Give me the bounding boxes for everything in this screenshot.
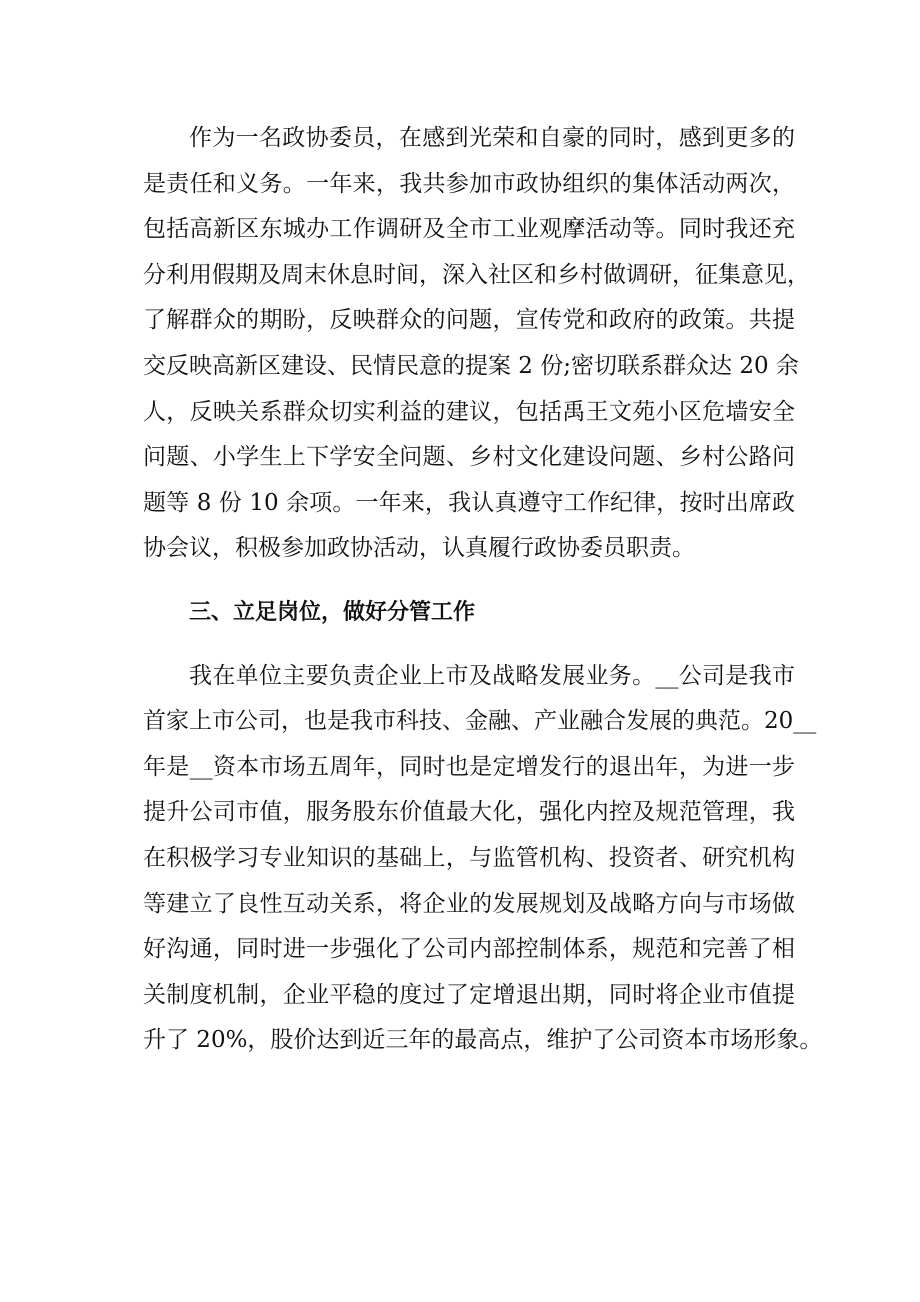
paragraph-spacer [143,572,795,590]
paragraph-line: 关制度机制，企业平稳的度过了定增退出期，同时将企业市值提 [143,981,795,1008]
paragraph-line: 包括高新区东城办工作调研及全市工业观摩活动等。同时我还充 [143,216,795,243]
paragraph-line: 等建立了良性互动关系，将企业的发展规划及战略方向与市场做 [143,890,795,917]
paragraph-line: 提升公司市值，服务股东价值最大化，强化内控及规范管理，我 [143,799,795,826]
paragraph-line: 协会议，积极参加政协活动，认真履行政协委员职责。 [143,535,695,562]
paragraph-line: 首家上市公司，也是我市科技、金融、产业融合发展的典范。20__ [143,708,817,735]
paragraph-position-work [143,654,823,1064]
paragraph-spacer [143,636,795,654]
paragraph-line: 升了 20%，股价达到近三年的最高点，维护了公司资本市场形象。 [143,1027,823,1054]
paragraph-line: 年是__资本市场五周年，同时也是定增发行的退出年，为进一步 [143,753,795,780]
paragraph-line: 在积极学习专业知识的基础上，与监管机构、投资者、研究机构 [143,844,795,871]
paragraph-line: 我在单位主要负责企业上市及战略发展业务。__公司是我市 [189,662,795,689]
paragraph-line: 题等 8 份 10 余项。一年来，我认真遵守工作纪律，按时出席政 [143,489,795,516]
document-body [143,116,823,1064]
paragraph-line: 作为一名政协委员，在感到光荣和自豪的同时，感到更多的 [189,125,795,151]
paragraph-line: 分利用假期及周末休息时间，深入社区和乡村做调研，征集意见， [143,261,810,288]
paragraph-line: 是责任和义务。一年来，我共参加市政协组织的集体活动两次， [143,170,795,197]
paragraph-line: 问题、小学生上下学安全问题、乡村文化建设问题、乡村公路问 [143,444,795,471]
paragraph-line: 交反映高新区建设、民情民意的提案 2 份;密切联系群众达 20 余 [143,352,799,379]
section-heading: 三、立足岗位，做好分管工作 [189,599,476,625]
paragraph-line: 人，反映关系群众切实利益的建议，包括禹王文苑小区危墙安全 [143,398,795,425]
paragraph-cppcc-duties [143,116,810,572]
paragraph-line: 了解群众的期盼，反映群众的问题，宣传党和政府的政策。共提 [143,307,795,334]
paragraph-line: 好沟通，同时进一步强化了公司内部控制体系，规范和完善了相 [143,936,795,963]
